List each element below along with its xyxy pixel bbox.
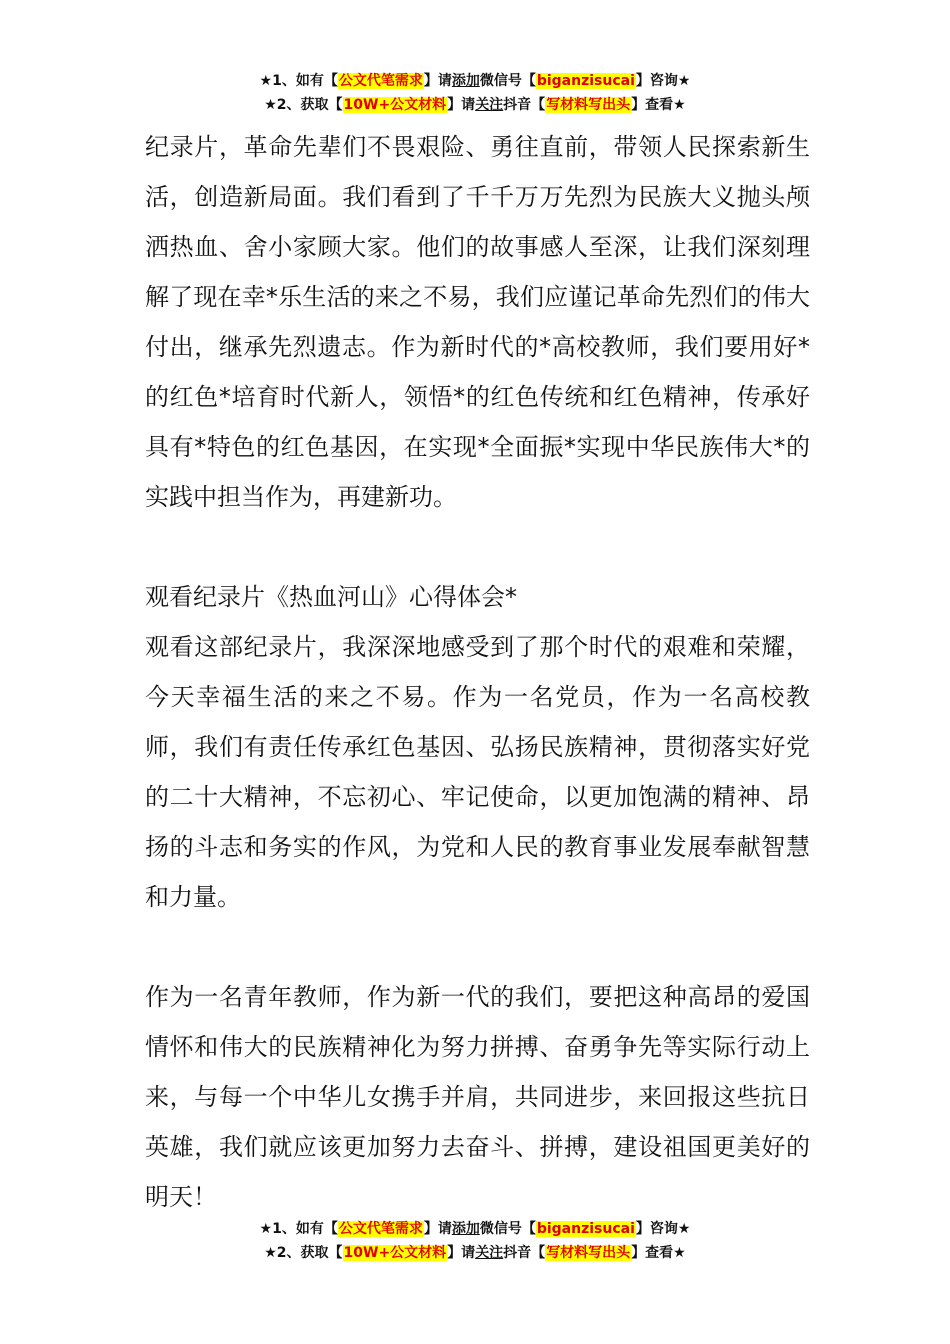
promo-text: ★1、如有【	[259, 73, 338, 89]
promo-underlined: 关注	[475, 97, 504, 113]
promo-wechat-id: biganzisucai	[536, 73, 635, 89]
paragraph-spacer	[145, 922, 810, 972]
paragraph-1: 纪录片，革命先辈们不畏艰险、勇往直前，带领人民探索新生活，创造新局面。我们看到了千千万万先烈为民族大义抛头颅洒热血、舍小家顾大家。他们的故事感人至深，让我们深刻理解了现在幸*乐生活的来之不易，我们应谨记革命先烈们的伟大付出，继承先烈遗志。作为新时代的*高校教师，我们要用好*的红色*培育时代新人，领悟*的红色传统和红色精神，传承好具有*特色的红色基因，在实现*全面振*实现中华民族伟大*的实践中担当作为，再建新功。	[145, 133, 810, 511]
promo-text: 】查看★	[631, 97, 686, 113]
promo-text: 】请	[423, 1221, 452, 1237]
promo-underlined: 关注	[475, 1245, 504, 1261]
paragraph-2: 观看这部纪录片，我深深地感受到了那个时代的艰难和荣耀，今天幸福生活的来之不易。作为一名党员，作为一名高校教师，我们有责任传承红色基因、弘扬民族精神，贯彻落实好党的二十大精神，不忘初心、牢记使命，以更加饱满的精神、昂扬的斗志和务实的作风，为党和人民的教育事业发展奉献智慧和力量。	[145, 633, 810, 911]
promo-highlight: 公文代笔需求	[338, 73, 423, 89]
promo-line-1	[0, 69, 950, 93]
promo-highlight: 10W+公文材料	[343, 97, 447, 113]
promo-douyin-id: 写材料写出头	[546, 1245, 631, 1261]
promo-douyin-id: 写材料写出头	[546, 97, 631, 113]
paragraph-3: 作为一名青年教师，作为新一代的我们，要把这种高昂的爱国情怀和伟大的民族精神化为努力拼搏、奋勇争先等实际行动上来，与每一个中华儿女携手并肩，共同进步，来回报这些抗日英雄，我们就应该更加努力去奋斗、拼搏，建设祖国更美好的明天！	[145, 983, 810, 1211]
promo-line-1	[0, 1217, 950, 1241]
promo-text: 】请	[447, 97, 476, 113]
promo-text: 】查看★	[631, 1245, 686, 1261]
promo-line-2	[0, 93, 950, 117]
promo-text: 】请	[423, 73, 452, 89]
promo-line-2	[0, 1241, 950, 1265]
promo-underlined: 添加	[451, 1221, 480, 1237]
document-body	[145, 122, 810, 1222]
promo-wechat-id: biganzisucai	[536, 1221, 635, 1237]
header-promo-banner	[0, 69, 950, 117]
promo-text: 微信号【	[479, 73, 536, 89]
promo-highlight: 10W+公文材料	[343, 1245, 447, 1261]
section-title: 观看纪录片《热血河山》心得体会*	[145, 583, 517, 611]
promo-text: ★1、如有【	[259, 1221, 338, 1237]
promo-text: 】请	[447, 1245, 476, 1261]
promo-text: ★2、获取【	[264, 1245, 343, 1261]
promo-text: 】咨询★	[635, 73, 691, 89]
promo-highlight: 公文代笔需求	[338, 1221, 423, 1237]
promo-text: 抖音【	[503, 97, 546, 113]
promo-text: 抖音【	[503, 1245, 546, 1261]
paragraph-spacer	[145, 522, 810, 572]
promo-text: ★2、获取【	[264, 97, 343, 113]
promo-text: 】咨询★	[635, 1221, 691, 1237]
promo-text: 微信号【	[479, 1221, 536, 1237]
promo-underlined: 添加	[451, 73, 480, 89]
footer-promo-banner	[0, 1217, 950, 1265]
